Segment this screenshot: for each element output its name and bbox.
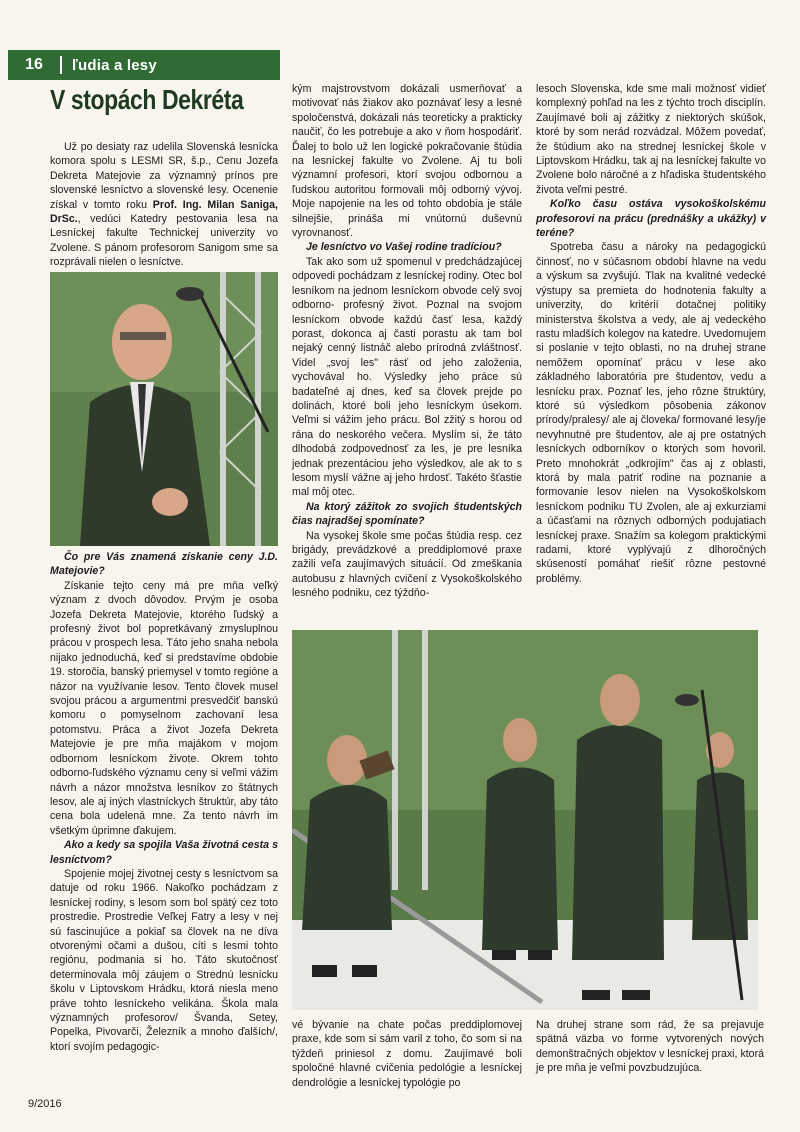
intro-text-1: Už po desiaty raz udelila Slovenská lesnícka komora spolu s LESMI SR, š.p., Cenu Jozefa Dekreta Matejovie za významný prínos pre slovenské lesníctvo a slovenské lesy. Ocenenie získal v tomto roku bbox=[50, 141, 278, 211]
answer-4-continued-2: lesoch Slovenska, kde sme mali možnosť vidieť komplexný pohľad na les z týchto troch disciplín. Zaujímavé boli aj zážitky z niektorých skúšok, ktoré by som nerád rozvádzal. Môžem povedať, že štúdium ako na strednej lesníckej škole v Liptovskom Hrádku, tak aj na lesníckej fakulte vo Zvolene bolo náročné a z hľadiska študentského života veľmi pestré. bbox=[536, 83, 766, 196]
question-4: Na ktorý zážitok zo svojich študentských čias najradšej spomínate? bbox=[292, 500, 522, 528]
section-header bbox=[8, 50, 280, 80]
awardee-name: Prof. Ing. Milan Saniga, DrSc. bbox=[50, 198, 278, 226]
issue-number: 9/2016 bbox=[28, 1098, 62, 1110]
speaker-photo bbox=[50, 272, 278, 546]
intro-paragraph bbox=[50, 140, 278, 270]
answer-4-continued: vé bývanie na chate počas preddiplomovej praxe, kde som si sám varil z toho, čo som si na týždeň priniesol z domu. Zaujímavé boli spoločné hlavné cvičenia pedológie a lesníckej dendrológie a lesníckej typológie po bbox=[292, 1019, 522, 1089]
section-name: ľudia a lesy bbox=[72, 56, 157, 74]
column-3-bottom-text bbox=[536, 1018, 764, 1076]
column-2-text bbox=[292, 82, 522, 601]
question-1: Čo pre Vás znamená získanie ceny J.D. Matejovie? bbox=[50, 551, 278, 578]
page-number: 16 bbox=[25, 56, 43, 73]
ceremony-photo bbox=[292, 630, 758, 1010]
answer-2: Spojenie mojej životnej cesty s lesníctvom sa datuje od roku 1966. Nakoľko pochádzam z lesníckej rodiny, s lesom som bol spätý cez toto prostredie. Prostredie Veľkej Fatry a lesy v nej sú fascinujúce a pokiaľ sa človek na ne díva otvorenými očami a dušou, cíti s lesmi tohto regiónu, podmania si ho. Táto skutočnosť determinovala môj záujem o Strednú lesnícku školu v Liptovskom Hrádku, ktorá niesla meno práve tohto lesníckeho velikána. Škola mala významných profesorov/ Švanda, Setey, Popelka, Pivovarči, Železník a mnoho ďalších/, ktorí svojím pedagogic- bbox=[50, 867, 278, 1053]
answer-3: Tak ako som už spomenul v predchádzajúcej odpovedi pochádzam z lesníckej rodiny. Otec bol lesníkom na jednom lesníckom obvode celý svoj odborno- profesný život. Poznal na svojom lesníckom obvode každú časť lesa, každý porast, dokonca aj časti porastu ak tam bol nejaký cenný listnáč alebo prírodná zvláštnosť. Videl „svoj les" rásť od jeho založenia, vychovával ho. Výsledky jeho práce sú badateľné aj dnes, keď sa človek prejde po dolinách, ktoré boli jeho lesníckym úsekom. Veľmi si vážim jeho prácu. Bol zžitý s horou od rána do neskorého večera. Myslím si, že táto dlhodobá zodpovednosť za les, je pre lesníka jednak prezentáciou jeho výsledkov, ale ak to s lesom myslí vážne aj jeho hrdosť. Takéto šťastie mal môj otec. bbox=[292, 255, 522, 499]
header-divider bbox=[60, 56, 62, 74]
column-2-bottom-text bbox=[292, 1018, 522, 1090]
column-1-text bbox=[50, 550, 278, 1054]
question-5: Koľko času ostáva vysokoškolskému profesorovi na prácu (prednášky a ukážky) v teréne? bbox=[536, 198, 766, 240]
column-3-text bbox=[536, 82, 766, 586]
article-title: V stopách Dekréta bbox=[50, 84, 244, 115]
answer-2-continued: kým majstrovstvom dokázali usmerňovať a motivovať nás žiakov ako poznávať lesy a lesné spoločenstvá, dokázali nás teoreticky a prakticky naučiť, čo les potrebuje a ako v ňom hospodáriť. Ďalej to bolo už len logické pokračovanie štúdia na lesníckej fakulte vo Zvolene. Aj tu boli významní profesori, ktorí svojou odbornou a ľudskou autoritou formovali môj odborný vývoj. Moje napojenie na les od tohto obdobia je stále silnejšie, prináša mi vnútornú duševnú vyrovnanosť. bbox=[292, 83, 522, 240]
answer-5: Spotreba času a nároky na pedagogickú činnosť, no v súčasnom období hlavne na vedu a výskum sa zvyšujú. Tlak na kvalitné vedecké výstupy sa premieta do hodnotenia fakulty a univerzity, do kritérií dotačnej politiky ministerstva školstva a vedy, ale aj vedeckého rastu mladších kolegov na katedre. Uvedomujem si poslanie v tejto oblasti, no na druhej strane nemôžem opomínať prácu v lese ako základného laboratória pre študentov, vedu a lesnícku prax. Poznať les, jeho rôzne štruktúry, ktoré sú výsledkom pôsobenia zákonov prírody/pralesy/ ale aj človeka/ formované lesy/je nevyhnutné pre študentov, ale aj pre ostatných lesníckych odborníkov o ktorých som hovoril. Preto mnohokrát „odkrojím" čas aj z oblasti, ktorá by mala patriť rodine na poznanie a formovanie lesov nielen na Vysokoškolskom lesníckom podniku TU Zvolen, ale aj exkurziami a účasťami na rôznych odborných podujatiach lesníckej praxe. Snažím sa kolegom praktickými radami, ktoré vyplývajú z dlhoročných skúseností pomáhať riešiť rôzne pestovné problémy. bbox=[536, 241, 766, 585]
answer-1: Získanie tejto ceny má pre mňa veľký význam z dvoch dôvodov. Prvým je osoba Jozefa Dekreta Matejovie, ktorého ľudský a profesný život bol popretkávaný zmysluplnou prácou v prospech lesa. Táto jeho snaha nebola nijako jednoduchá, keď si predstavíme obdobie 19. storočia, banský priemysel v tomto regióne a názor na využívanie lesov. Tento človek musel svojou prácou a argumentmi presvedčiť banskú komoru o pomyselnom zachovaní lesa potomstvu. Práca a život Jozefa Dekreta Matejovie je pre mňa majákom v mojom odbornom lesníckom živote. Okrem tohto odborno-ľudského významu ceny si veľmi vážim návrh a názor množstva lesníkov zo štátnych lesov, ale aj iných vlastníckych štruktúr, aby táto cena bola udelená mne. Za tento návrh im všetkým úprimne ďakujem. bbox=[50, 579, 278, 837]
answer-4: Na vysokej škole sme počas štúdia resp. cez brigády, prevádzkové a preddiplomové praxe zažili veľa zaujímavých situácií. Od zmeškania autobusu z hlavných cvičení z Vysokoškolského lesného podniku, cez týždňo- bbox=[292, 529, 522, 600]
question-3: Je lesníctvo vo Vašej rodine tradíciou? bbox=[306, 241, 502, 254]
question-2: Ako a kedy sa spojila Vaša životná cesta s lesníctvom? bbox=[50, 839, 278, 866]
answer-5-continued: Na druhej strane som rád, že sa prejavuje spätná väzba vo forme vytvorených nových demonštračných objektov v lesníckej praxi, ktorá je pre mňa je veľmi povzbudzujúca. bbox=[536, 1019, 764, 1075]
intro-text-2: , vedúci Katedry pestovania lesa na Lesníckej fakulte Technickej univerzity vo Zvolene. S pánom profesorom Sanigom sme sa rozprávali nielen o lesníctve. bbox=[50, 213, 278, 269]
